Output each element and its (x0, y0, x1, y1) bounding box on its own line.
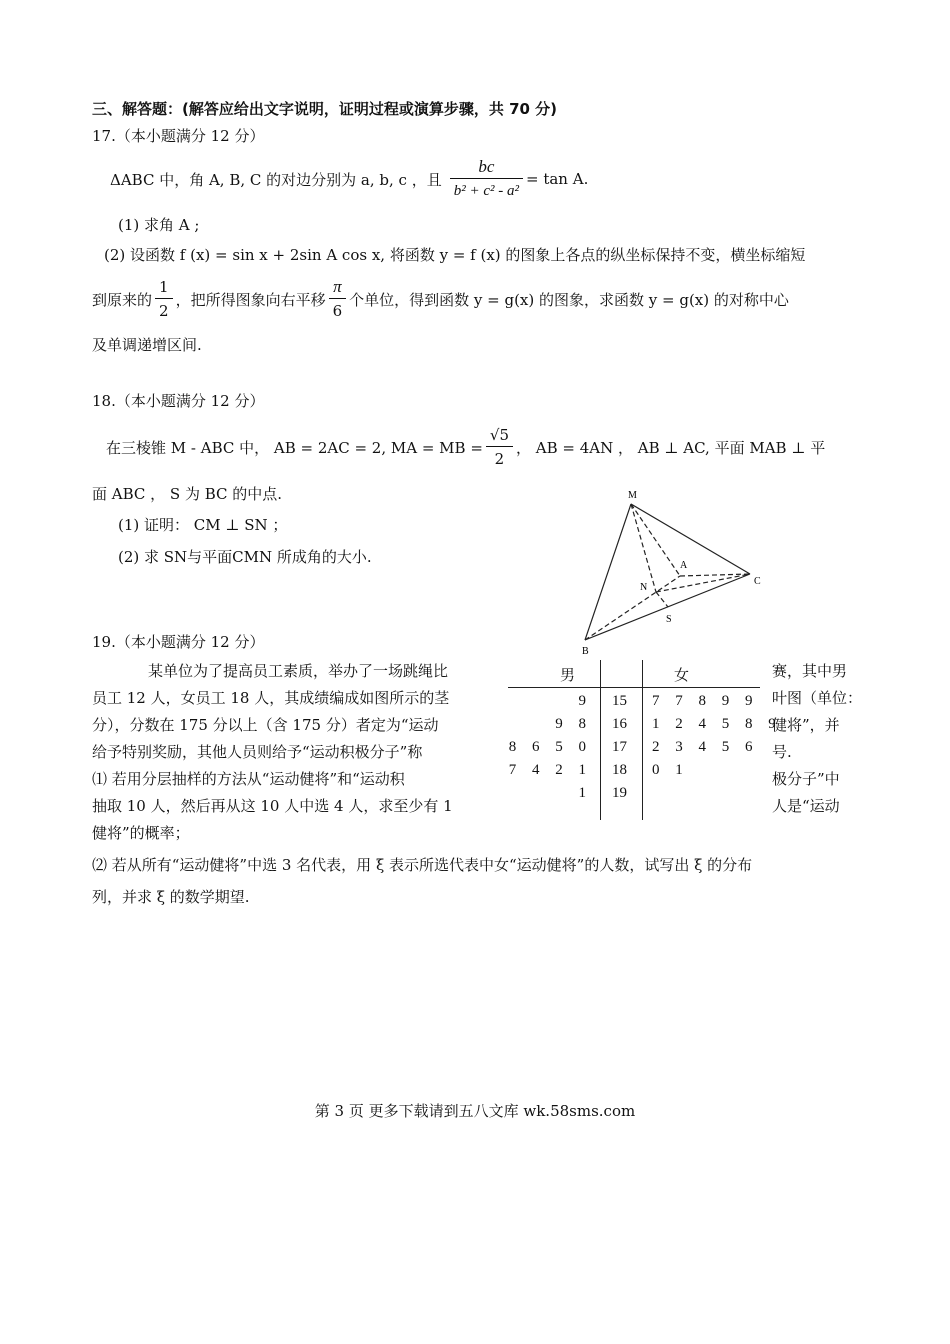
q19-left-line: 分），分数在 175 分以上（含 175 分）者定为“运动 (92, 716, 439, 734)
q17-fraction-den: b² + c² - a² (453, 182, 519, 199)
male-leaves: 7 4 2 1 (508, 762, 592, 778)
stem-right-rule (642, 660, 643, 820)
q18-header: 18.（本小题满分 12 分） (92, 392, 265, 410)
q18-part1: (1) 证明： CM ⊥ SN ； (118, 516, 288, 534)
q17-part1: (1) 求角 A ; (118, 216, 200, 234)
pi-den: 6 (332, 301, 343, 320)
female-leaves: 2 3 4 5 6 (652, 739, 759, 755)
q17-stem-text: ΔABC 中，角 A, B, C 的对边分别为 a, b, c ，且 (110, 170, 442, 189)
q19-right-text (772, 660, 872, 822)
q19-left-line: 某单位为了提高员工素质，举办了一场跳绳比 (148, 662, 449, 680)
q17-line2-c: 个单位，得到函数 y = g(x) 的图象，求函数 y = g(x) 的对称中心 (349, 290, 789, 309)
pi-fraction (329, 276, 347, 323)
label-N: N (640, 582, 648, 593)
sqrt5-fraction (486, 424, 513, 471)
q19-right-line: 极分子”中 (772, 770, 840, 788)
label-B: B (582, 646, 589, 656)
female-leaves: 7 7 8 9 9 (652, 693, 759, 709)
q17-line2-a: 到原来的 (92, 290, 153, 309)
female-leaves: 0 1 (652, 762, 689, 778)
section-heading: 三、解答题：(解答应给出文字说明，证明过程或演算步骤，共 70 分) (92, 100, 558, 118)
stem-leaf-plot (508, 660, 782, 820)
stem-value: 15 (612, 693, 627, 709)
label-A: A (680, 560, 688, 571)
sqrt5-num: √5 (486, 424, 513, 447)
stem-value: 17 (612, 739, 627, 755)
tetrahedron-figure (570, 484, 770, 656)
q19-right-line: 叶图（单位： (772, 689, 863, 707)
edge-MB (585, 504, 631, 640)
q18-part2: (2) 求 SN与平面CMN 所成角的大小. (118, 548, 372, 566)
q17-stem-tail: = tan A. (526, 170, 589, 188)
q19-left-line: 给予特别奖励，其他人员则给予“运动积极分子”称 (92, 743, 423, 761)
male-leaves: 9 8 (555, 716, 592, 732)
q19-right-line: 人是“运动 (772, 797, 840, 815)
q19-part2-line2: 列，并求 ξ 的数学期望. (92, 888, 250, 906)
label-C: C (754, 576, 761, 587)
edge-MN (631, 504, 656, 592)
q17-part2-line3: 及单调递增区间. (92, 336, 202, 354)
q19-right-line: 赛，其中男 (772, 662, 848, 680)
sqrt5-den: 2 (494, 449, 505, 468)
stem-value: 19 (612, 785, 627, 801)
q19-right-line: 健将”，并 (772, 716, 840, 734)
pi-num: π (329, 276, 347, 299)
stem-value: 16 (612, 716, 627, 732)
half-den: 2 (159, 301, 169, 320)
female-label: 女 (674, 668, 690, 684)
male-leaves: 9 (578, 693, 592, 709)
q18-line1 (106, 420, 825, 474)
q19-left-line: 员工 12 人，女员工 18 人，其成绩编成如图所示的茎 (92, 689, 450, 707)
label-M: M (628, 490, 637, 501)
q19-header: 19.（本小题满分 12 分） (92, 633, 265, 651)
half-num: 1 (155, 276, 173, 299)
female-leaves: 1 2 4 5 8 9 (652, 716, 782, 732)
q19-left-line: 抽取 10 人，然后再从这 10 人中选 4 人，求至少有 1 (92, 797, 453, 815)
q17-fraction (450, 156, 523, 203)
q18-line2: 面 ABC ， S 为 BC 的中点. (92, 485, 283, 503)
q17-part2-line1: (2) 设函数 f (x) = sin x + 2sin A cos x, 将函数 y = f (x) 的图象上各点的纵坐标保持不变，横坐标缩短 (104, 246, 806, 264)
edge-NC (656, 574, 750, 592)
edge-MC (631, 504, 750, 574)
half-fraction (155, 276, 173, 323)
male-leaves: 1 (578, 785, 592, 801)
q19-right-line: 号. (772, 743, 792, 761)
q17-stem (110, 154, 588, 204)
q17-line2-b: ，把所得图象向右平移 (175, 290, 326, 309)
stem-left-rule (600, 660, 601, 820)
male-leaves: 8 6 5 0 (508, 739, 592, 755)
q17-header: 17.（本小题满分 12 分） (92, 127, 265, 145)
q18-line1-a: 在三棱锥 M - ABC 中， AB = 2AC = 2, MA = MB = (106, 438, 483, 457)
q19-left-line: 健将”的概率； (92, 824, 190, 842)
q17-fraction-num: bc (450, 156, 523, 179)
label-S: S (666, 614, 672, 625)
q19-left-text (92, 660, 497, 849)
q19-part2-line1: ⑵ 若从所有“运动健将”中选 3 名代表，用 ξ 表示所选代表中女“运动健将”的人数，试写出 ξ 的分布 (92, 856, 753, 874)
edge-MA (631, 504, 680, 576)
edge-NS (656, 592, 668, 607)
page-footer: 第 3 页 更多下载请到五八文库 wk.58sms.com (314, 1102, 636, 1120)
male-label: 男 (560, 668, 576, 684)
q19-left-line: ⑴ 若用分层抽样的方法从“运动健将”和“运动积 (92, 770, 405, 788)
q17-part2-line2 (92, 274, 789, 324)
stem-header-rule (508, 687, 760, 688)
q18-line1-b: ， AB = 4AN ， AB ⊥ AC, 平面 MAB ⊥ 平 (516, 438, 826, 457)
stem-value: 18 (612, 762, 627, 778)
edge-AC (680, 574, 750, 576)
